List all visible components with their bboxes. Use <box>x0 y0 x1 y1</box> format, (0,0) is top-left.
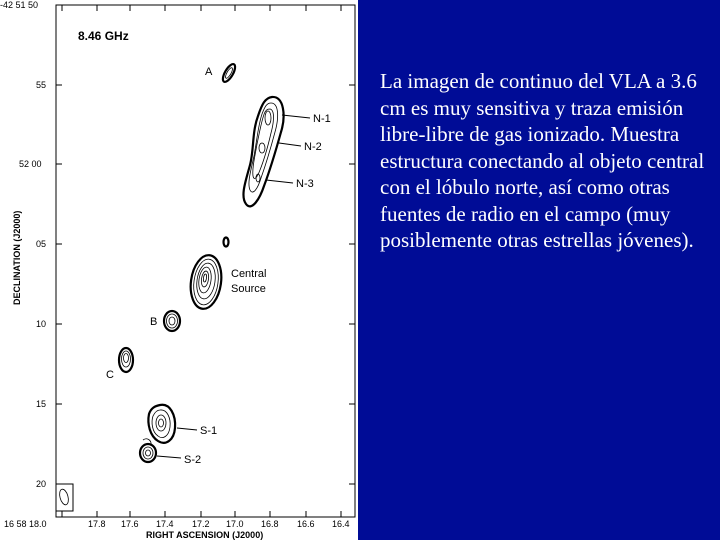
x-axis-ticks <box>62 5 341 517</box>
x-tick-label: 16 58 18.0 <box>4 519 47 529</box>
central-source-contours <box>187 253 224 311</box>
source-n1-label: N-1 <box>313 113 331 125</box>
source-s2-pointer <box>157 456 181 458</box>
source-a-label: A <box>205 66 213 78</box>
small-knot-contour <box>224 238 229 247</box>
source-n3-label: N-3 <box>296 178 314 190</box>
central-source-label: Source <box>231 283 266 295</box>
frequency-label: 8.46 GHz <box>78 29 129 43</box>
north-lobe-contours <box>243 97 283 206</box>
corner-tick-label: -42 51 50 <box>0 0 39 10</box>
y-tick-label: 52 00 <box>19 159 42 169</box>
x-tick-label: 17.2 <box>192 519 210 529</box>
source-b-label: B <box>150 316 158 328</box>
x-tick-label: 17.0 <box>226 519 244 529</box>
source-s1-contours <box>148 405 175 443</box>
description-panel <box>358 0 720 540</box>
central-source-label: Central <box>231 268 267 280</box>
x-tick-label: 17.6 <box>121 519 139 529</box>
source-n2-label: N-2 <box>304 141 322 153</box>
y-tick-label: 15 <box>36 399 47 409</box>
source-s2-contours <box>140 439 156 462</box>
plot-frame <box>56 5 355 517</box>
y-tick-label: 10 <box>36 319 47 329</box>
x-tick-label: 17.8 <box>88 519 106 529</box>
source-b-contours <box>164 311 180 331</box>
x-tick-label: 17.4 <box>156 519 174 529</box>
x-tick-label: 16.8 <box>261 519 279 529</box>
x-tick-label: 16.4 <box>332 519 350 529</box>
x-tick-label: 16.6 <box>297 519 315 529</box>
beam-indicator <box>56 484 73 511</box>
source-s2-label: S-2 <box>184 454 202 466</box>
y-tick-label: 55 <box>36 80 47 90</box>
source-c-label: C <box>106 369 114 381</box>
source-c-contours <box>119 348 133 372</box>
y-tick-label: 20 <box>36 479 47 489</box>
source-s1-label: S-1 <box>200 425 218 437</box>
description-text: La imagen de continuo del VLA a 3.6 cm es muy sensitiva y traza emisión libre-libre de gas ionizado. Muestra estructura conectando al objeto central con el lóbulo norte, así como otras fuentes de radio en el campo (muy posiblemente otras estrellas jóvenes). <box>380 69 705 252</box>
source-s1-pointer <box>177 428 197 430</box>
radio-continuum-figure <box>0 0 358 540</box>
source-a-contours <box>221 62 238 83</box>
y-tick-label: 05 <box>36 239 47 249</box>
y-axis-title: DECLINATION (J2000) <box>12 210 22 305</box>
x-axis-title: RIGHT ASCENSION (J2000) <box>146 530 264 540</box>
